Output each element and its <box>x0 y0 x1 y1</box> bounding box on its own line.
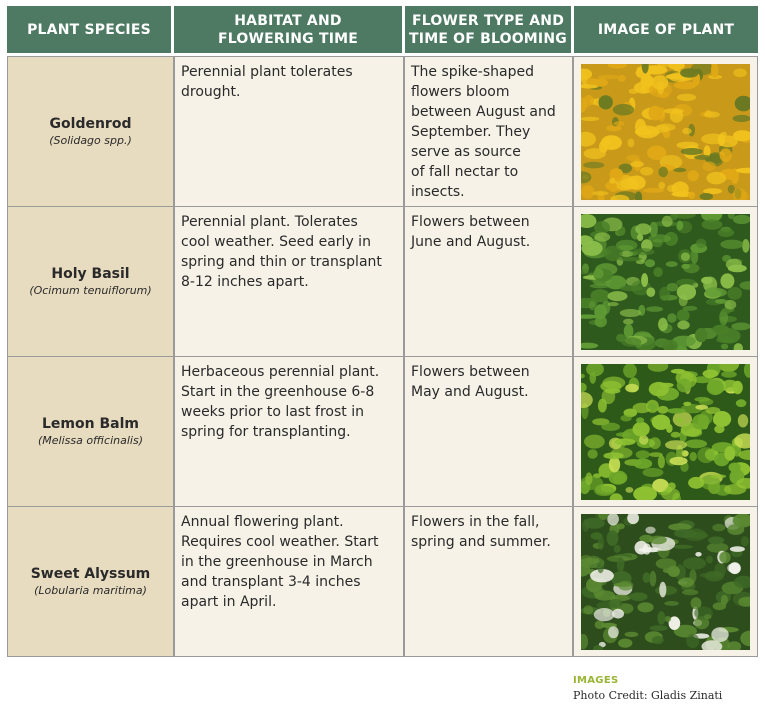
species-name: Sweet Alyssum <box>30 565 151 582</box>
habitat-cell <box>175 207 403 356</box>
table-row <box>8 207 757 356</box>
image-cell <box>574 57 757 206</box>
image-cell <box>574 507 757 656</box>
holy-basil-photo <box>581 214 750 350</box>
table-row <box>8 507 757 656</box>
species-name: Lemon Balm <box>42 415 139 432</box>
species-cell <box>8 357 173 506</box>
flower-cell <box>405 507 572 656</box>
habitat-text: Perennial plant tolerates drought. <box>181 64 353 100</box>
table-row <box>8 357 757 506</box>
image-cell <box>574 357 757 506</box>
habitat-cell <box>175 357 403 506</box>
header-image: IMAGE OF PLANT <box>574 6 758 53</box>
flower-cell <box>405 57 572 206</box>
species-name: Holy Basil <box>51 265 130 282</box>
credit-text: Photo Credit: Gladis Zinati <box>573 689 723 702</box>
habitat-cell <box>175 57 403 206</box>
species-scientific-name: (Lobularia maritima) <box>34 583 147 597</box>
header-flower-type: FLOWER TYPE AND TIME OF BLOOMING <box>405 6 571 53</box>
species-scientific-name: (Melissa officinalis) <box>37 433 144 447</box>
habitat-text: Herbaceous perennial plant. Start in the greenhouse 6-8 weeks prior to last frost in spring for transplanting. <box>181 364 380 440</box>
header-plant-species: PLANT SPECIES <box>7 6 171 53</box>
habitat-text: Perennial plant. Tolerates cool weather. Seed early in spring and thin or transplant 8-12 inches apart. <box>181 214 382 290</box>
species-cell <box>8 207 173 356</box>
species-cell <box>8 57 173 206</box>
credit-title: IMAGES <box>573 675 619 686</box>
image-cell <box>574 207 757 356</box>
flower-text: Flowers in the fall, spring and summer. <box>411 514 551 550</box>
flower-text: The spike-shaped flowers bloom between August and September. They serve as source of fall nectar to insects. <box>411 64 556 200</box>
flower-cell <box>405 207 572 356</box>
flower-text: Flowers between May and August. <box>411 364 530 400</box>
species-scientific-name: (Solidago spp.) <box>49 133 132 147</box>
goldenrod-photo <box>581 64 750 200</box>
flower-cell <box>405 357 572 506</box>
header-habitat: HABITAT AND FLOWERING TIME <box>174 6 402 53</box>
habitat-cell <box>175 507 403 656</box>
habitat-text: Annual flowering plant. Requires cool weather. Start in the greenhouse in March and transplant 3-4 inches apart in April. <box>181 514 379 610</box>
species-cell <box>8 507 173 656</box>
species-scientific-name: (Ocimum tenuiflorum) <box>29 283 152 297</box>
image-credit <box>573 674 722 703</box>
table-body <box>7 56 758 657</box>
species-name: Goldenrod <box>49 115 132 132</box>
flower-text: Flowers between June and August. <box>411 214 531 250</box>
lemon-balm-photo <box>581 364 750 500</box>
sweet-alyssum-photo <box>581 514 750 650</box>
table-row <box>8 57 757 206</box>
